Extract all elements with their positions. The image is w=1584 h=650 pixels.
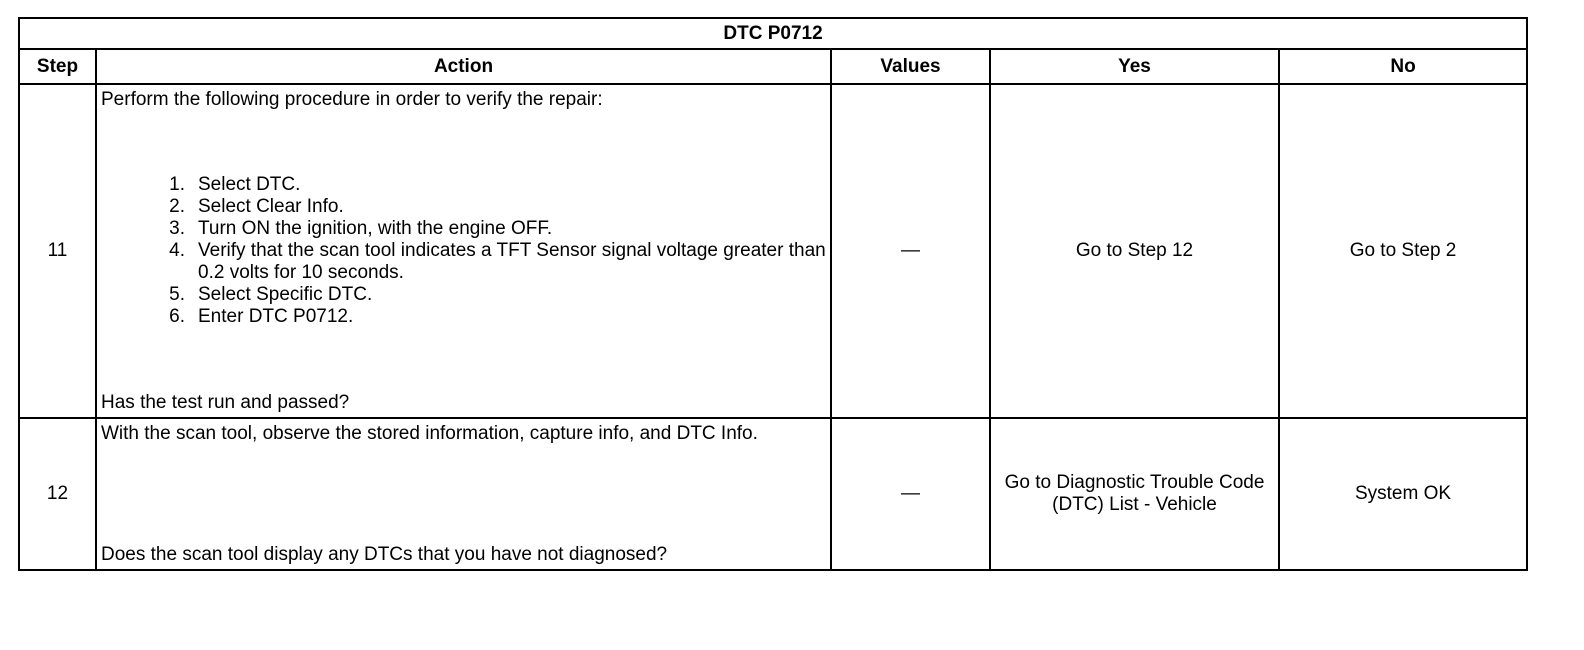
procedure-item: [101, 306, 826, 328]
procedure-item-number: 4.: [169, 240, 185, 261]
procedure-item-number: 5.: [169, 284, 185, 305]
header-yes: Yes: [990, 49, 1279, 84]
values-cell: —: [831, 84, 990, 418]
header-step: Step: [19, 49, 96, 84]
procedure-item-text: Enter DTC P0712.: [198, 306, 354, 327]
yes-cell: Go to Diagnostic Trouble Code (DTC) List - Vehicle: [990, 418, 1279, 570]
no-cell: System OK: [1279, 418, 1527, 570]
action-question: Does the scan tool display any DTCs that you have not diagnosed?: [101, 543, 668, 565]
yes-cell: Go to Step 12: [990, 84, 1279, 418]
procedure-item-text: Select Clear Info.: [198, 196, 344, 217]
no-cell: Go to Step 2: [1279, 84, 1527, 418]
table-title-row: [19, 18, 1527, 49]
table-row-step-11: [19, 84, 1527, 418]
action-intro: With the scan tool, observe the stored information, capture info, and DTC Info.: [101, 422, 758, 444]
step-number: 12: [19, 418, 96, 570]
header-no: No: [1279, 49, 1527, 84]
procedure-item-number: 6.: [169, 306, 185, 327]
action-question: Has the test run and passed?: [101, 391, 350, 413]
dtc-table: [18, 17, 1528, 571]
procedure-item-text: Select Specific DTC.: [198, 284, 373, 305]
procedure-item-number: 3.: [169, 218, 185, 239]
step-number: 11: [19, 84, 96, 418]
procedure-item-number: 1.: [169, 174, 185, 195]
table-row-step-12: [19, 418, 1527, 570]
procedure-item-text: Verify that the scan tool indicates a TFT Sensor signal voltage greater than 0.2 volts for 10 seconds.: [198, 240, 826, 283]
header-action: Action: [96, 49, 831, 84]
table-header-row: [19, 49, 1527, 84]
action-intro: Perform the following procedure in order to verify the repair:: [101, 88, 603, 110]
table-title: DTC P0712: [19, 18, 1527, 49]
procedure-item: [101, 174, 826, 196]
procedure-item: [101, 240, 826, 284]
action-cell: [96, 84, 831, 418]
procedure-item-number: 2.: [169, 196, 185, 217]
procedure-item: [101, 196, 826, 218]
procedure-item-text: Select DTC.: [198, 174, 301, 195]
procedure-list: [101, 174, 826, 328]
header-values: Values: [831, 49, 990, 84]
procedure-item-text: Turn ON the ignition, with the engine OFF.: [198, 218, 553, 239]
values-cell: —: [831, 418, 990, 570]
procedure-item: [101, 218, 826, 240]
procedure-item: [101, 284, 826, 306]
action-cell: [96, 418, 831, 570]
